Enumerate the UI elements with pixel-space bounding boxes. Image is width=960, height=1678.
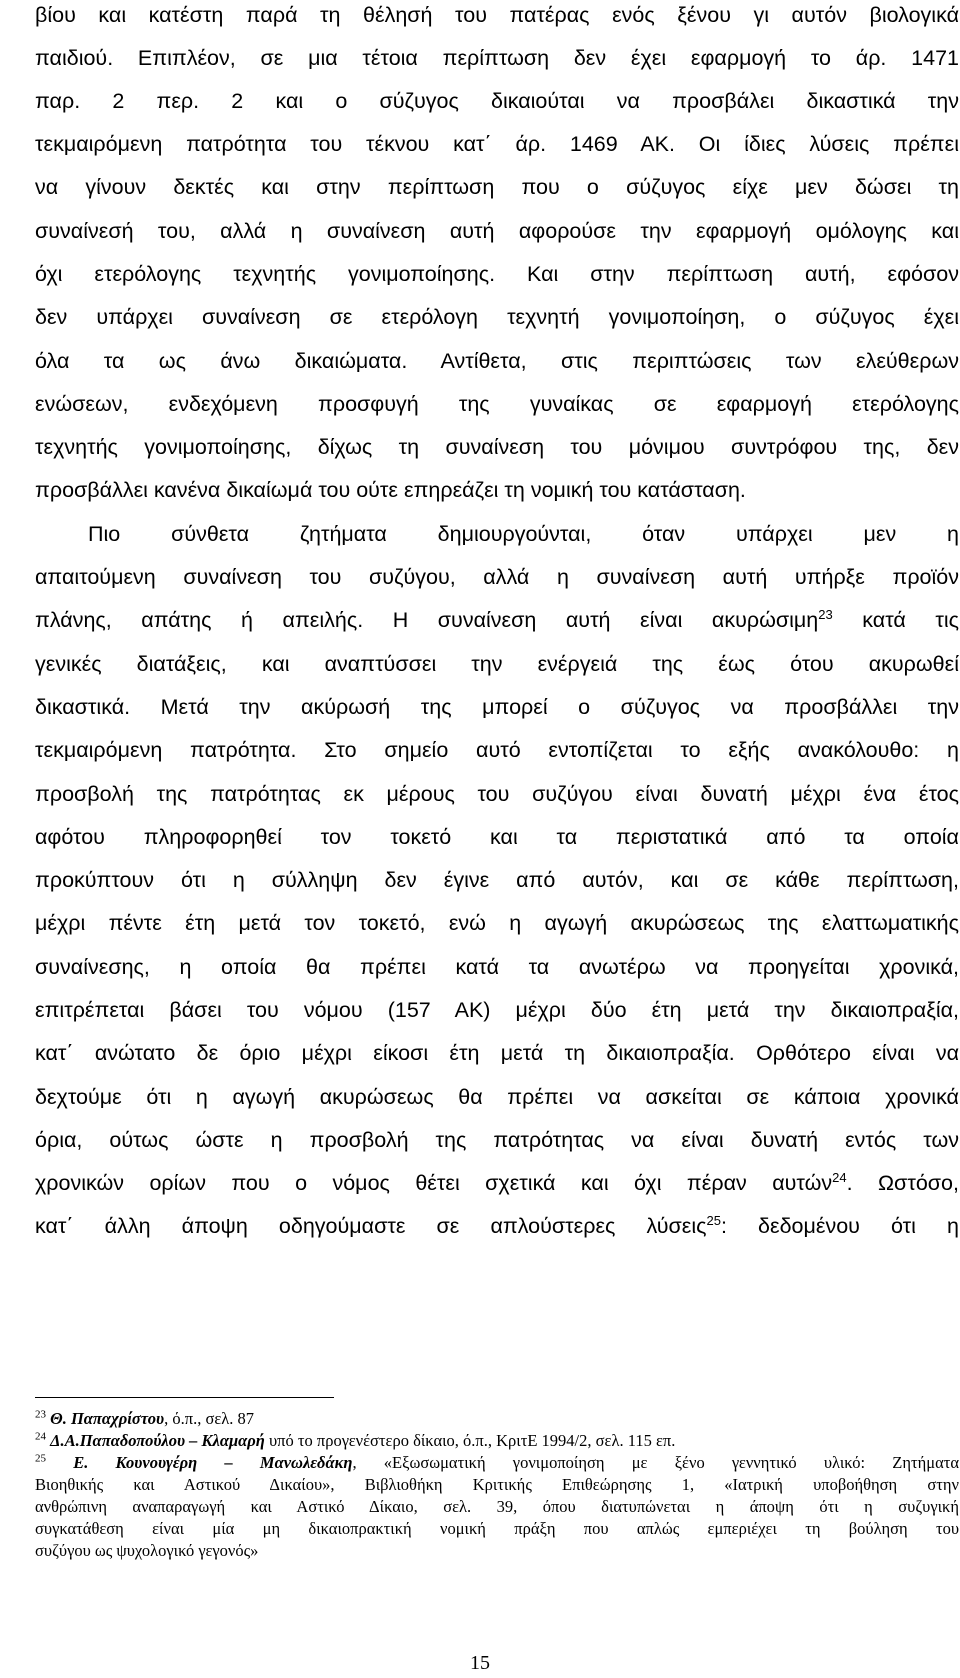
body-line-8: δεν υπάρχει συναίνεση σε ετερόλογη τεχνητή γονιμοποίηση, ο σύζυγος έχει	[35, 305, 959, 329]
footnote-ref-23[interactable]: 23	[818, 606, 833, 622]
footnote-24-author: Δ.Α.Παπαδοπούλου – Κλαμαρή	[50, 1431, 265, 1450]
page-number: 15	[470, 1652, 490, 1674]
body-line-19: προσβολή της πατρότητας εκ μέρους του συζύγου είναι δυνατή μέχρι ένα έτος	[35, 782, 959, 806]
body-line-29-tail: : δεδομένου ότι η	[720, 1214, 959, 1238]
footnote-25	[35, 1453, 959, 1473]
footnote-25-author: Ε. Κουνουγέρη – Μανωλεδάκη	[73, 1453, 353, 1472]
body-line-18: τεκμαιρόμενη πατρότητα. Στο σημείο αυτό εντοπίζεται το εξής ανακόλουθο: η	[35, 738, 959, 762]
footnote-25-line-5: συζύγου ως ψυχολογικό γεγονός»	[35, 1541, 259, 1560]
body-line-21: προκύπτουν ότι η σύλληψη δεν έγινε από αυτόν, και σε κάθε περίπτωση,	[35, 868, 959, 892]
footnote-23-number: 23	[35, 1408, 46, 1421]
body-line-1: βίου και κατέστη παρά τη θέλησή του πατέρας ενός ξένου γι αυτόν βιολογικά	[35, 3, 959, 27]
body-line-26: δεχτούμε ότι η αγωγή ακυρώσεως θα πρέπει να ασκείται σε κάποια χρονικά	[35, 1085, 959, 1109]
body-line-24: επιτρέπεται βάσει του νόμου (157 ΑΚ) μέχρι δύο έτη μετά την δικαιοπραξία,	[35, 998, 959, 1022]
body-line-22: μέχρι πέντε έτη μετά τον τοκετό, ενώ η αγωγή ακυρώσεως της ελαττωματικής	[35, 911, 959, 935]
footnote-25-line-3: ανθρώπινη αναπαραγωγή και Αστικό Δίκαιο, σελ. 39, όπου διατυπώνεται η άποψη ότι η συζυγική	[35, 1497, 959, 1516]
body-line-6: συναίνεσή του, αλλά η συναίνεση αυτή αφορούσε την εφαρμογή ομόλογης και	[35, 219, 959, 243]
body-line-29-text: κατ΄ άλλη άποψη οδηγούμαστε σε απλούστερες λύσεις	[35, 1214, 707, 1238]
body-line-28-text: χρονικών ορίων που ο νόμος θέτει σχετικά και όχι πέραν αυτών	[35, 1171, 833, 1195]
body-line-5: να γίνουν δεκτές και στην περίπτωση που ο σύζυγος είχε μεν δώσει τη	[35, 175, 959, 199]
body-line-23: συναίνεσης, η οποία θα πρέπει κατά τα ανωτέρω να προηγείται χρονικά,	[35, 955, 959, 979]
footnote-24-text: υπό το προγενέστερο δίκαιο, ό.π., ΚριτΕ 1994/2, σελ. 115 επ.	[264, 1431, 676, 1450]
footnote-separator	[35, 1397, 334, 1398]
footnote-23	[35, 1409, 254, 1429]
body-line-15	[35, 607, 959, 633]
body-line-12: προσβάλλει κανένα δικαίωμά του ούτε επηρεάζει τη νομική του κατάσταση.	[35, 478, 746, 502]
body-line-28	[35, 1170, 959, 1196]
footnote-25-number: 25	[35, 1452, 46, 1465]
body-line-25: κατ΄ ανώτατο δε όριο μέχρι είκοσι έτη μετά τη δικαιοπραξία. Ορθότερο είναι να	[35, 1041, 959, 1065]
body-line-20: αφότου πληροφορηθεί τον τοκετό και τα περιστατικά από τα οποία	[35, 825, 959, 849]
footnote-ref-25[interactable]: 25	[706, 1212, 721, 1228]
body-line-11: τεχνητής γονιμοποίησης, δίχως τη συναίνεση του μόνιμου συντρόφου της, δεν	[35, 435, 959, 459]
body-line-14: απαιτούμενη συναίνεση του συζύγου, αλλά η συναίνεση αυτή υπήρξε προϊόν	[35, 565, 959, 589]
body-line-13: Πιο σύνθετα ζητήματα δημιουργούνται, όταν υπάρχει μεν η	[88, 522, 959, 546]
body-line-7: όχι ετερόλογης τεχνητής γονιμοποίησης. Και στην περίπτωση αυτή, εφόσον	[35, 262, 959, 286]
footnote-23-text: , ό.π., σελ. 87	[164, 1409, 255, 1428]
footnote-25-line-2: Βιοηθικής και Αστικού Δικαίου», Βιβλιοθήκη Κριτικής Επιθεώρησης 1, «Ιατρική υποβοήθηση στην	[35, 1475, 959, 1494]
body-line-15-tail: κατά τις	[832, 608, 959, 632]
footnote-25-text: , «Εξωσωματική γονιμοποίηση με ξένο γεννητικό υλικό: Ζητήματα	[352, 1453, 960, 1472]
body-line-3: παρ. 2 περ. 2 και ο σύζυγος δικαιούται να προσβάλει δικαστικά την	[35, 89, 959, 113]
body-line-16: γενικές διατάξεις, και αναπτύσσει την ενέργειά της έως ότου ακυρωθεί	[35, 652, 959, 676]
body-line-29	[35, 1213, 959, 1239]
footnote-23-author: Θ. Παπαχρίστου	[50, 1409, 165, 1428]
footnote-25-line-4: συγκατάθεση είναι μία μη δικαιοπρακτική νομική πράξη που απλώς εμπεριέχει τη βούληση του	[35, 1519, 959, 1538]
footnote-24	[35, 1431, 675, 1451]
footnote-ref-24[interactable]: 24	[832, 1169, 847, 1185]
body-line-27: όρια, ούτως ώστε η προσβολή της πατρότητας να είναι δυνατή εντός των	[35, 1128, 959, 1152]
body-line-10: ενώσεων, ενδεχόμενη προσφυγή της γυναίκας σε εφαρμογή ετερόλογης	[35, 392, 959, 416]
body-line-28-tail: . Ωστόσο,	[846, 1171, 959, 1195]
body-line-9: όλα τα ως άνω δικαιώματα. Αντίθετα, στις περιπτώσεις των ελεύθερων	[35, 349, 959, 373]
body-line-15-text: πλάνης, απάτης ή απειλής. Η συναίνεση αυτή είναι ακυρώσιμη	[35, 608, 819, 632]
body-line-17: δικαστικά. Μετά την ακύρωσή της μπορεί ο σύζυγος να προσβάλλει την	[35, 695, 959, 719]
body-line-4: τεκμαιρόμενη πατρότητα του τέκνου κατ΄ άρ. 1469 ΑΚ. Οι ίδιες λύσεις πρέπει	[35, 132, 959, 156]
footnote-24-number: 24	[35, 1430, 46, 1443]
body-line-2: παιδιού. Επιπλέον, σε μια τέτοια περίπτωση δεν έχει εφαρμογή το άρ. 1471	[35, 46, 959, 70]
